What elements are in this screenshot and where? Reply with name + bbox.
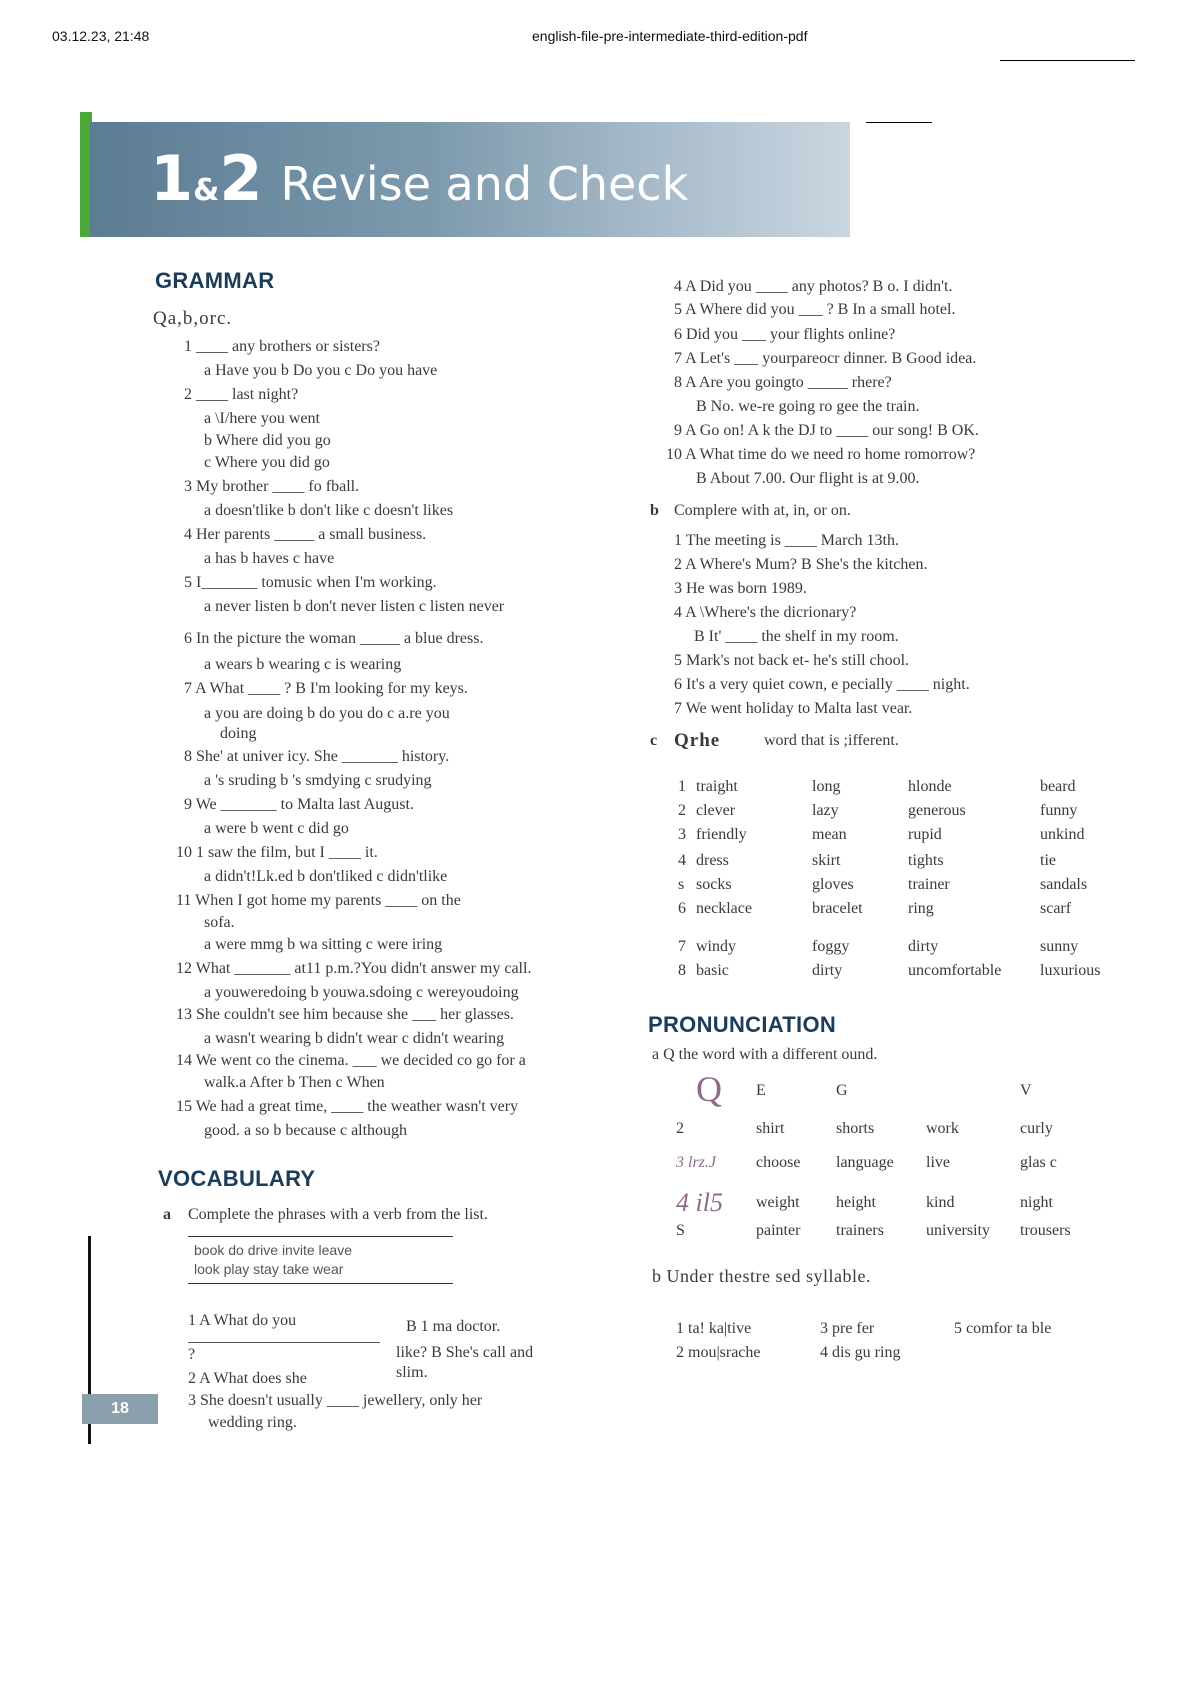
grammar-line: walk.a After b Then c When <box>204 1074 385 1091</box>
vocab-item: 2 A What does she <box>188 1370 307 1387</box>
grammar-line-right: 10 A What time do we need ro home romorrow? <box>666 446 976 463</box>
prep-line: 6 It's a very quiet cown, e pecially ____ night. <box>674 676 970 693</box>
grammar-line: b Where did you go <box>204 432 331 449</box>
word-option[interactable]: lazy <box>812 802 839 819</box>
grammar-line: a wears b wearing c is wearing <box>204 656 402 673</box>
pron-word[interactable]: painter <box>756 1222 801 1239</box>
prep-line: 5 Mark's not back et- he's still chool. <box>674 652 910 669</box>
word-option[interactable]: bracelet <box>812 900 863 917</box>
word-option[interactable]: dirty <box>812 962 843 979</box>
vocabulary-instruction-letter: a <box>163 1206 171 1223</box>
grammar-line: a never listen b don't never listen c listen never <box>204 598 505 615</box>
word-option[interactable]: uncomfortable <box>908 962 1002 979</box>
grammar-line-right: B About 7.00. Our flight is at 9.00. <box>696 470 920 487</box>
pron-word[interactable]: university <box>926 1222 990 1239</box>
row-number: 7 <box>678 938 686 955</box>
pron-word[interactable]: E <box>756 1082 766 1099</box>
word-option[interactable]: necklace <box>696 900 752 917</box>
word-option[interactable]: funny <box>1040 802 1078 819</box>
pron-word[interactable]: height <box>836 1194 876 1211</box>
grammar-line: a didn't!Lk.ed b don'tliked c didn'tlike <box>204 868 448 885</box>
grammar-line: good. a so b because c although <box>204 1122 408 1139</box>
banner-title <box>150 142 688 215</box>
grammar-line-right: 8 A Are you goingto _____ rhere? <box>674 374 892 391</box>
word-option[interactable]: rupid <box>908 826 942 843</box>
grammar-title: GRAMMAR <box>155 268 275 293</box>
row-number: 4 <box>678 852 686 869</box>
prep-line: 1 The meeting is ____ March 13th. <box>674 532 899 549</box>
grammar-line-right: 4 A Did you ____ any photos? B o. I didn't. <box>674 278 953 295</box>
pron-word[interactable]: shorts <box>836 1120 875 1137</box>
vocab-item: slim. <box>396 1364 428 1381</box>
word-option[interactable]: hlonde <box>908 778 952 795</box>
word-option[interactable]: sandals <box>1040 876 1088 893</box>
pron-word[interactable]: G <box>836 1082 848 1099</box>
vocab-item: wedding ring. <box>208 1414 297 1431</box>
row-number: 2 <box>678 802 686 819</box>
vocab-item: 3 She doesn't usually ____ jewellery, only her <box>188 1392 483 1409</box>
word-option[interactable]: dress <box>696 852 729 869</box>
grammar-line: doing <box>220 725 257 742</box>
grammar-line: 7 A What ____ ? B I'm looking for my keys. <box>184 680 468 697</box>
grammar-line: 8 She' at univer icy. She _______ history. <box>184 748 450 765</box>
grammar-instruction: Qa,b,orc. <box>153 308 233 329</box>
word-option[interactable]: mean <box>812 826 847 843</box>
pron-word[interactable]: glas c <box>1020 1154 1057 1171</box>
word-option[interactable]: friendly <box>696 826 747 843</box>
prep-line: 3 He was born 1989. <box>674 580 807 597</box>
grammar-line: 3 My brother ____ fo fball. <box>184 478 360 495</box>
word-option[interactable]: unkind <box>1040 826 1085 843</box>
word-option[interactable]: windy <box>696 938 736 955</box>
vocab-item: B 1 ma doctor. <box>406 1318 501 1335</box>
grammar-line: 13 She couldn't see him because she ___ her glasses. <box>176 1006 514 1023</box>
vocab-item: like? B She's call and <box>396 1344 534 1361</box>
grammar-line: a you are doing b do you do c a.re you <box>204 705 450 722</box>
word-option[interactable]: basic <box>696 962 729 979</box>
section-b-letter: b <box>650 502 659 519</box>
stress-item: 4 dis gu ring <box>820 1344 901 1361</box>
grammar-line-right: 7 A Let's ___ yourpareocr dinner. B Good idea. <box>674 350 977 367</box>
stress-item: 5 comfor ta ble <box>954 1320 1052 1337</box>
word-option[interactable]: gloves <box>812 876 854 893</box>
grammar-line: sofa. <box>204 914 235 931</box>
pron-word[interactable]: live <box>926 1154 950 1171</box>
grammar-line: 2 ____ last night? <box>184 386 299 403</box>
grammar-line: 9 We _______ to Malta last August. <box>184 796 414 813</box>
pron-word[interactable]: choose <box>756 1154 801 1171</box>
sound-label: 4 il5 <box>676 1188 723 1217</box>
vocab-item: 1 A What do you <box>188 1312 297 1329</box>
grammar-line: 11 When I got home my parents ____ on the <box>176 892 461 909</box>
pron-word[interactable]: curly <box>1020 1120 1053 1137</box>
grammar-line: a Have you b Do you c Do you have <box>204 362 438 379</box>
section-c-instruction: word that is ;ifferent. <box>764 732 899 749</box>
grammar-line: a has b haves c have <box>204 550 335 567</box>
word-list-line: book do drive invite leave <box>194 1242 352 1258</box>
top-rule <box>1000 60 1135 61</box>
grammar-line: 15 We had a great time, ____ the weather wasn't very <box>176 1098 519 1115</box>
word-option[interactable]: sunny <box>1040 938 1079 955</box>
unit-banner <box>80 92 850 242</box>
stress-item: 2 mou|srache <box>676 1344 761 1361</box>
word-option[interactable]: long <box>812 778 841 795</box>
pron-word[interactable]: kind <box>926 1194 955 1211</box>
word-option[interactable]: trainer <box>908 876 950 893</box>
pron-word[interactable]: language <box>836 1154 894 1171</box>
pron-word[interactable]: shirt <box>756 1120 785 1137</box>
banner-num1: 1 <box>150 142 194 215</box>
stress-item: 3 pre fer <box>820 1320 875 1337</box>
header-doc-title: english-file-pre-intermediate-third-edition-pdf <box>532 28 808 44</box>
pron-word[interactable]: V <box>1020 1082 1032 1099</box>
grammar-line: 10 1 saw the film, but I ____ it. <box>176 844 378 861</box>
word-option[interactable]: ring <box>908 900 934 917</box>
vocab-item: ? <box>188 1346 196 1363</box>
word-option[interactable]: generous <box>908 802 966 819</box>
grammar-line: a \I/here you went <box>204 410 320 427</box>
vocabulary-instruction: Complete the phrases with a verb from the list. <box>188 1206 488 1223</box>
row-number: 1 <box>678 778 686 795</box>
sound-label: 2 <box>676 1120 684 1137</box>
row-number: 6 <box>678 900 686 917</box>
stress-item: 1 ta! ka|tive <box>676 1320 752 1337</box>
prep-line: 2 A Where's Mum? B She's the kitchen. <box>674 556 928 573</box>
word-option[interactable]: clever <box>696 802 736 819</box>
pronunciation-title: PRONUNCIATION <box>648 1012 837 1037</box>
pron-a-instruction: a Q the word with a different ound. <box>652 1046 878 1063</box>
word-option[interactable]: beard <box>1040 778 1076 795</box>
sound-label: 3 lrz.J <box>676 1154 716 1171</box>
grammar-line: 6 In the picture the woman _____ a blue dress. <box>184 630 484 647</box>
grammar-line: 4 Her parents _____ a small business. <box>184 526 427 543</box>
grammar-line-right: 6 Did you ___ your flights online? <box>674 326 896 343</box>
vocab-answer-line <box>188 1342 380 1343</box>
word-option[interactable]: dirty <box>908 938 939 955</box>
word-option[interactable]: tights <box>908 852 944 869</box>
pron-word[interactable]: trousers <box>1020 1222 1071 1239</box>
word-option[interactable]: skirt <box>812 852 841 869</box>
grammar-line: a wasn't wearing b didn't wear c didn't wearing <box>204 1030 505 1047</box>
section-b-instruction: Complere with at, in, or on. <box>674 502 851 519</box>
grammar-line-right: 9 A Go on! A k the DJ to ____ our song! B OK. <box>674 422 979 439</box>
grammar-line-right: 5 A Where did you ___ ? B In a small hotel. <box>674 301 956 318</box>
pron-word[interactable]: weight <box>756 1194 800 1211</box>
grammar-line: a were mmg b wa sitting c were iring <box>204 936 443 953</box>
word-list-box <box>188 1236 453 1284</box>
banner-text: Revise and Check <box>280 157 689 211</box>
pron-word[interactable]: work <box>926 1120 959 1137</box>
row-number: 3 <box>678 826 686 843</box>
grammar-line-right: B No. we-re going ro gee the train. <box>696 398 920 415</box>
word-option[interactable]: scarf <box>1040 900 1072 917</box>
prep-line: B It' ____ the shelf in my room. <box>694 628 899 645</box>
section-c-letter: c <box>650 732 658 749</box>
word-option[interactable]: socks <box>696 876 732 893</box>
grammar-line: a were b went c did go <box>204 820 349 837</box>
grammar-line: 14 We went co the cinema. ___ we decided co go for a <box>176 1052 526 1069</box>
word-option[interactable]: foggy <box>812 938 850 955</box>
sound-label: Q <box>696 1069 722 1109</box>
grammar-line: a youweredoing b youwa.sdoing c wereyoudoing <box>204 984 519 1001</box>
sound-label: S <box>676 1222 685 1239</box>
word-option[interactable]: tie <box>1040 852 1056 869</box>
banner-num2: 2 <box>219 142 263 215</box>
grammar-line: 12 What _______ at11 p.m.?You didn't answer my call. <box>176 960 532 977</box>
banner-amp: & <box>193 173 220 208</box>
grammar-line: a doesn'tlike b don't like c doesn't likes <box>204 502 454 519</box>
grammar-line: c Where you did go <box>204 454 330 471</box>
grammar-line: a 's sruding b 's smdying c srudying <box>204 772 432 789</box>
pron-word[interactable]: night <box>1020 1194 1053 1211</box>
header-datetime: 03.12.23, 21:48 <box>52 28 150 44</box>
grammar-line: 5 I_______ tomusic when I'm working. <box>184 574 437 591</box>
page-number: 18 <box>82 1394 158 1424</box>
prep-line: 7 We went holiday to Malta last vear. <box>674 700 913 717</box>
grammar-line: 1 ____ any brothers or sisters? <box>184 338 380 355</box>
word-option[interactable]: luxurious <box>1040 962 1101 979</box>
vocabulary-title: VOCABULARY <box>158 1166 316 1191</box>
pron-word[interactable]: trainers <box>836 1222 884 1239</box>
prep-line: 4 A \Where's the dicrionary? <box>674 604 857 621</box>
pron-b-instruction: b Under thestre sed syllable. <box>652 1266 871 1286</box>
section-c-instruction-bold: Qrhe <box>674 730 721 751</box>
word-option[interactable]: traight <box>696 778 738 795</box>
row-number: 8 <box>678 962 686 979</box>
word-list-line: look play stay take wear <box>194 1261 344 1277</box>
banner-rule <box>866 122 932 123</box>
row-number: s <box>678 876 685 893</box>
